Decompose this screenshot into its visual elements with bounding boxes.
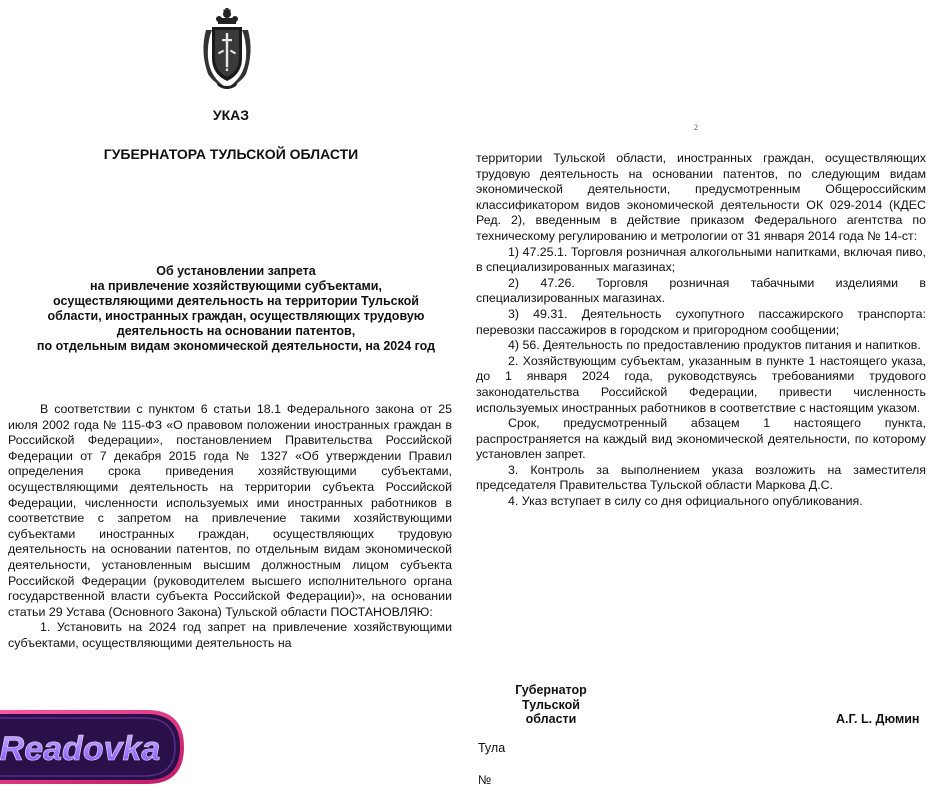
activity-list-item: 2) 47.26. Торговля розничная табачными изделиями в специализированных магазинах. xyxy=(476,275,926,306)
decree-subject xyxy=(10,264,462,354)
tula-coat-of-arms-icon xyxy=(198,8,256,90)
signatory-title-line: Тульской xyxy=(522,697,580,712)
decree-title: УКАЗ xyxy=(212,107,250,123)
subject-line: области, иностранных граждан, осуществляющих трудовую xyxy=(47,309,425,323)
page-number: 2 xyxy=(694,123,698,132)
activity-list-item: 1) 47.25.1. Торговля розничная алкогольными напитками, включая пиво, в специализированных магазинах; xyxy=(476,244,926,275)
decree-issuer: ГУБЕРНАТОРА ТУЛЬСКОЙ ОБЛАСТИ xyxy=(103,146,359,162)
signatory-title-line: области xyxy=(525,712,577,726)
item-2-paragraph: 2. Хозяйствующим субъектам, указанным в пункте 1 настоящего указа, до 1 января 2024 года, руководствуясь требованиями трудового законодательства Российской Федерации, привести численность используемых иностранных работников в соответствие с настоящим указом. xyxy=(476,353,926,415)
preamble-paragraph: В соответствии с пунктом 6 статьи 18.1 Федерального закона от 25 июля 2002 года № 115-ФЗ «О правовом положении иностранных граждан в Российской Федерации», постановлением Правительства Российской Федерации от 7 декабря 2015 года № 1327 «Об утверждении Правил определения срока приведения хозяйствующими субъектами, осуществляющими деятельность на территории субъекта Российской Федерации, численности используемых ими иностранных работников в соответствие с запретом на привлечение такими хозяйствующими субъектами иностранных граждан, осуществляющих трудовую деятельность на основании патентов, по отдельным видам экономической деятельности, установленным высшим должностным лицом субъекта Российской Федерации (руководителем высшего исполнительного органа государственной власти субъекта Российской Федерации)», на основании статьи 29 Устава (Основного Закона) Тульской области ПОСТАНОВЛЯЮ: xyxy=(8,402,452,619)
readovka-logo-text: Readovka xyxy=(0,730,161,768)
number-label: № xyxy=(478,773,492,787)
signatory-title-line: Губернатор xyxy=(515,683,587,697)
item-3-paragraph: 3. Контроль за выполнением указа возложить на заместителя председателя Правительства Тульской области Маркова Д.С. xyxy=(476,462,926,493)
subject-line: деятельность на основании патентов, xyxy=(116,324,356,338)
city-label: Тула xyxy=(478,741,506,755)
subject-line: по отдельным видам экономической деятельности, на 2024 год xyxy=(36,339,436,353)
activity-list-item: 3) 49.31. Деятельность сухопутного пассажирского транспорта: перевозки пассажиров в городском и пригородном сообщении; xyxy=(476,306,926,337)
signatory-title xyxy=(476,683,626,727)
right-page-body xyxy=(476,151,926,510)
subject-line: Об установлении запрета xyxy=(156,264,316,278)
item-4-paragraph: 4. Указ вступает в силу со дня официального опубликования. xyxy=(508,494,863,509)
item-1-continuation: территории Тульской области, иностранных граждан, осуществляющих трудовую деятельность на основании патентов, по следующим видам экономической деятельности, предусмотренным Общероссийским классификатором видов экономической деятельности ОК 029-2014 (КДЕС Ред. 2), введенным в действие приказом Федерального агентства по техническому регулированию и метрологии от 31 января 2014 года № 14-ст: xyxy=(476,151,926,243)
readovka-logo xyxy=(0,706,187,788)
item-1-start: 1. Установить на 2024 год запрет на привлечение хозяйствующими субъектами, осуществляющими деятельность на xyxy=(8,620,452,650)
subject-line: на привлечение хозяйствующими субъектами, xyxy=(90,279,382,293)
activity-list-item: 4) 56. Деятельность по предоставлению продуктов питания и напитков. xyxy=(508,338,921,353)
deadline-paragraph: Срок, предусмотренный абзацем 1 настоящего пункта, распространяется на каждый вид экономической деятельности, по которому установлен запрет. xyxy=(476,416,926,462)
subject-line: осуществляющими деятельность на территории Тульской xyxy=(53,294,419,308)
left-page-body xyxy=(8,402,452,652)
signatory-name: А.Г. L. Дюмин xyxy=(836,712,920,726)
